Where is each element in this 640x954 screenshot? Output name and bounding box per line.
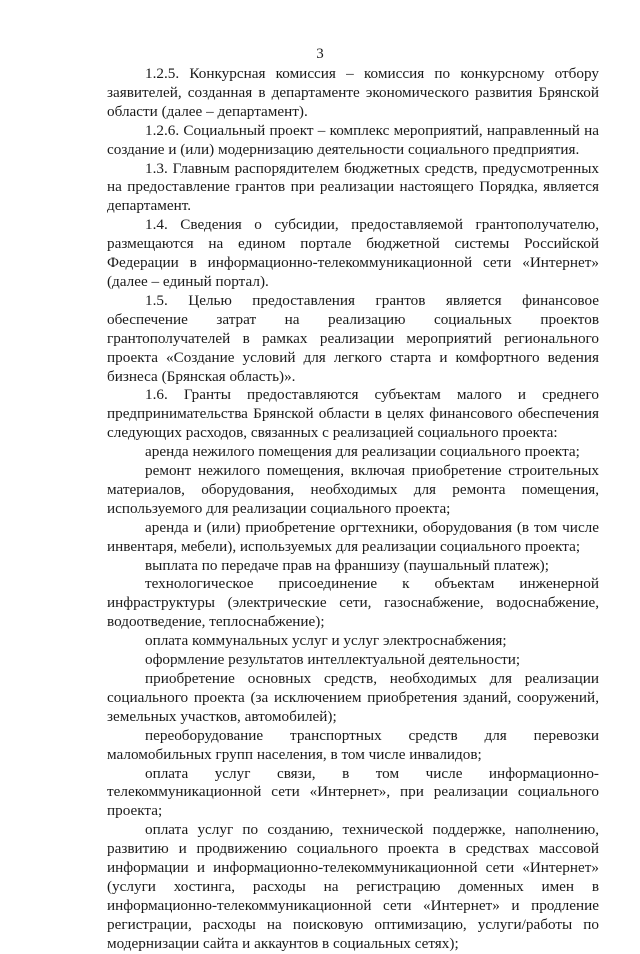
page-number: 3: [316, 46, 324, 62]
paragraph-1-2-6: 1.2.6. Социальный проект – комплекс мероприятий, направленный на создание и (или) модернизацию деятельности социального предприятия.: [107, 121, 599, 158]
expense-item: оформление результатов интеллектуальной деятельности;: [145, 651, 521, 669]
expense-item: технологическое присоединение к объектам инженерной инфраструктуры (электрические сети, газоснабжение, водоснабжение, водоотведение, теплоснабжение);: [107, 575, 599, 631]
expense-item: приобретение основных средств, необходимых для реализации социального проекта (за исключением приобретения зданий, сооружений, земельных участков, автомобилей);: [107, 670, 599, 725]
expense-item: аренда и (или) приобретение оргтехники, оборудования (в том числе инвентаря, мебели), используемых для реализации социального проекта;: [107, 518, 599, 555]
expense-item: аренда нежилого помещения для реализации социального проекта;: [145, 443, 580, 461]
expense-item: оплата услуг по созданию, технической поддержке, наполнению, развитию и продвижению социального проекта в средствах массовой информации и информационно-телекоммуникационной сети «Интернет» (услуги хостинга, расходы на регистрацию доменных имен в информационно-телекоммуникационной сети «Интернет» и продление регистрации, расходы на поисковую оптимизацию, услуги/работы по модернизации сайта и аккаунтов в социальных сетях);: [107, 821, 599, 952]
paragraph-1-6: 1.6. Гранты предоставляются субъектам малого и среднего предпринимательства Брянской области в целях финансового обеспечения следующих расходов, связанных с реализацией социального проекта:: [107, 386, 599, 442]
paragraph-1-3: 1.3. Главным распорядителем бюджетных средств, предусмотренных на предоставление грантов при реализации настоящего Порядка, является департамент.: [107, 159, 599, 215]
expense-item: переоборудование транспортных средств для перевозки маломобильных групп населения, в том числе инвалидов;: [107, 726, 599, 763]
expense-item: оплата услуг связи, в том числе информационно-телекоммуникационной сети «Интернет», при реализации социального проекта;: [107, 764, 599, 820]
paragraph-1-5: 1.5. Целью предоставления грантов является финансовое обеспечение затрат на реализацию социальных проектов грантополучателей в рамках реализации мероприятий регионального проекта «Создание условий для легкого старта и комфортного ведения бизнеса (Брянская область)».: [107, 291, 599, 385]
expense-item: выплата по передаче прав на франшизу (паушальный платеж);: [145, 556, 549, 574]
expense-item: ремонт нежилого помещения, включая приобретение строительных материалов, оборудования, необходимых для ремонта помещения, используемого для реализации социального проекта;: [107, 462, 599, 517]
document-body: [107, 65, 599, 954]
paragraph-1-4: 1.4. Сведения о субсидии, предоставляемой грантополучателю, размещаются на едином портале бюджетной системы Российской Федерации в информационно-телекоммуникационной сети «Интернет» (далее – единый портал).: [107, 216, 599, 290]
paragraph-1-2-5: 1.2.5. Конкурсная комиссия – комиссия по конкурсному отбору заявителей, созданная в департаменте экономического развития Брянской области (далее – департамент).: [107, 65, 599, 120]
expense-item: оплата коммунальных услуг и услуг электроснабжения;: [145, 632, 507, 650]
